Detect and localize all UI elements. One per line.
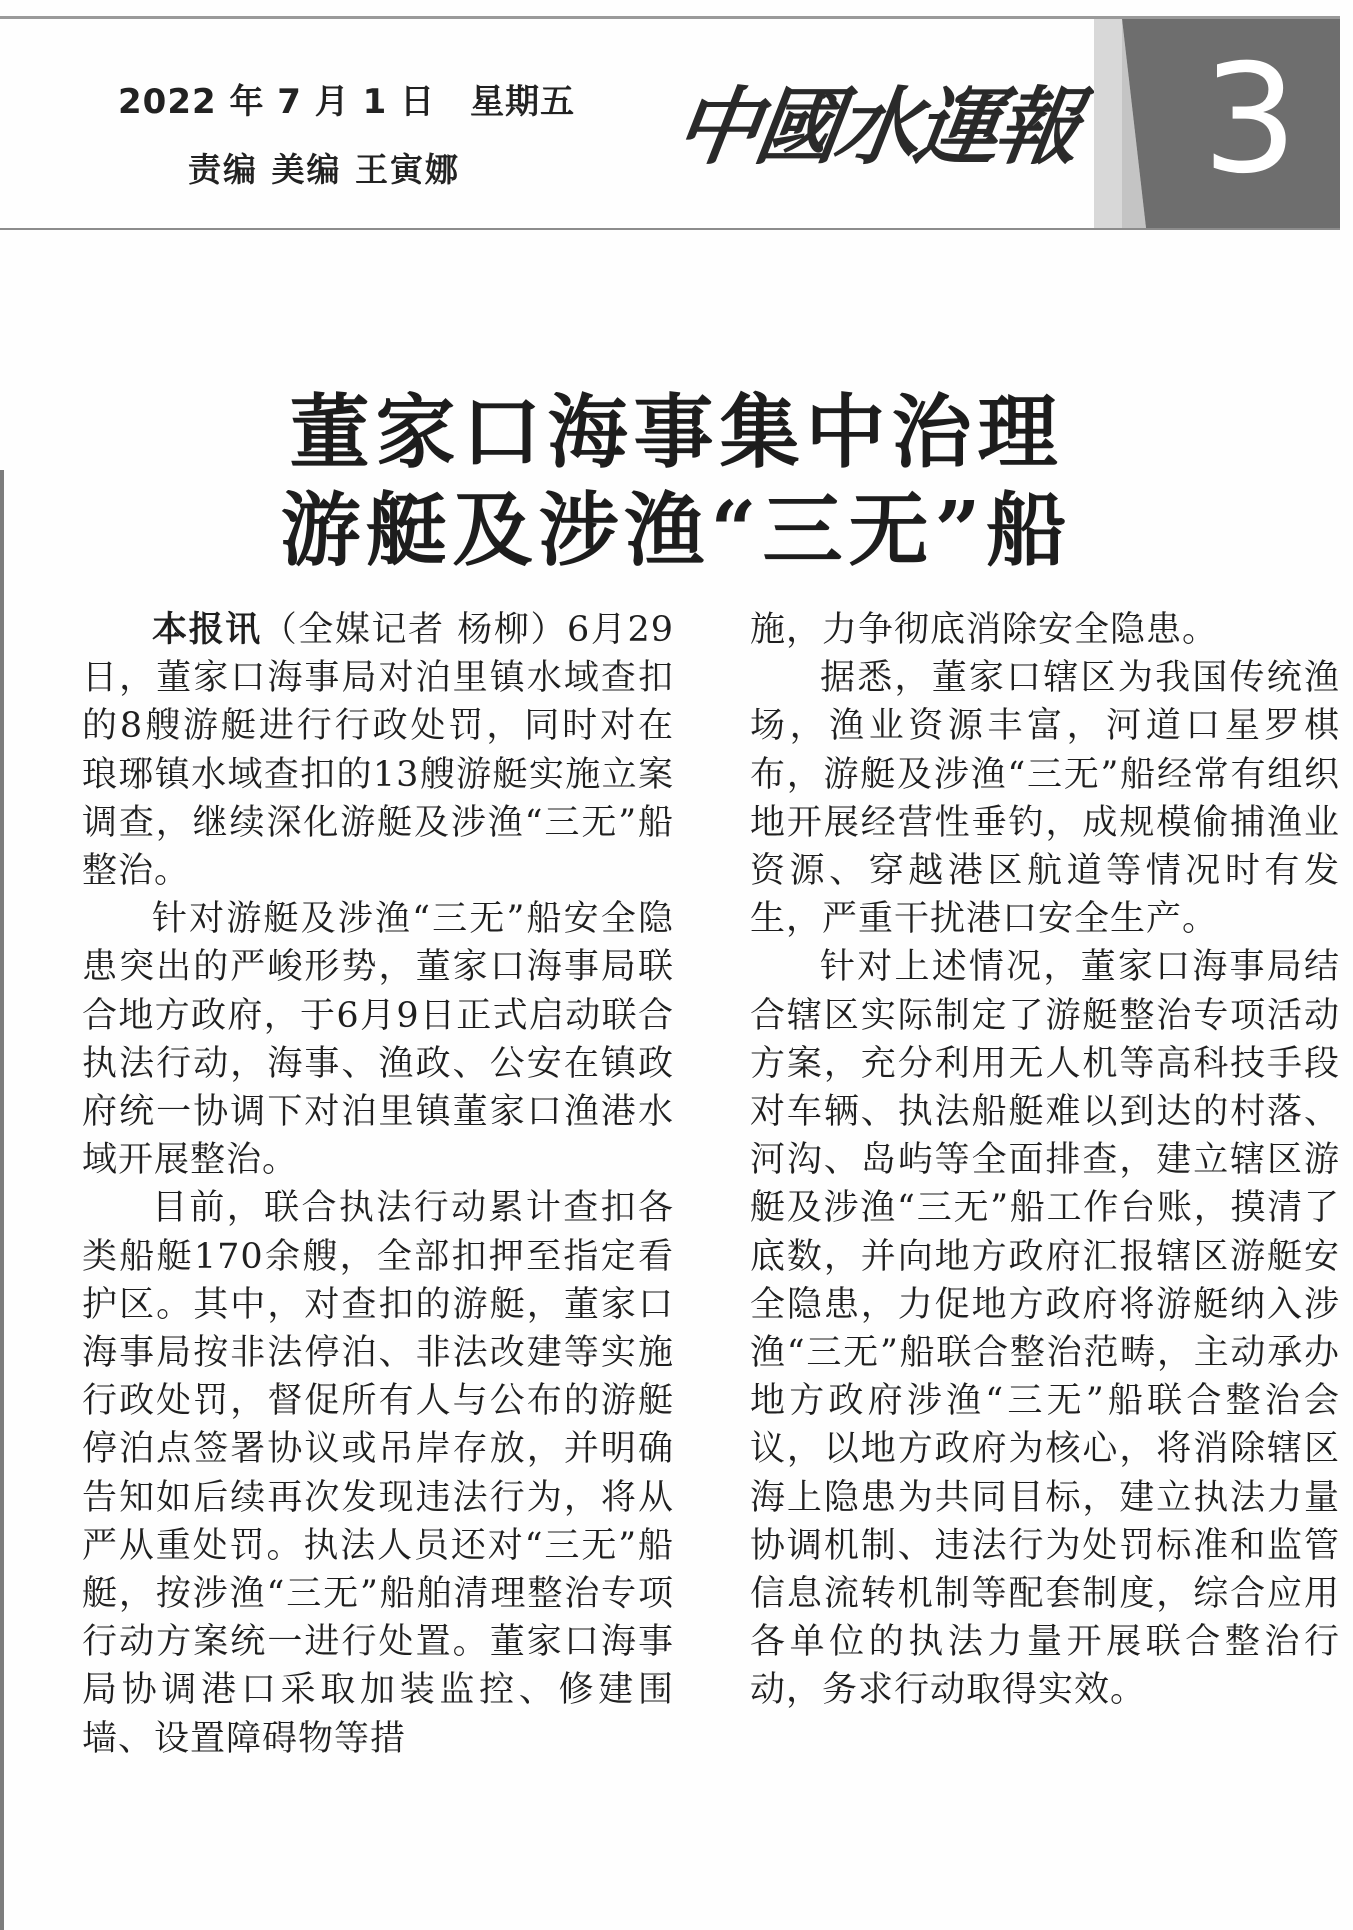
left-edge-rule [0, 470, 4, 1930]
byline: （全媒记者 杨柳） [261, 610, 568, 650]
page-number: 3 [1202, 33, 1298, 207]
headline-line-1: 董家口海事集中治理 [289, 385, 1064, 479]
article-paragraph [82, 606, 674, 895]
paragraph-text: 6月29日，董家口海事局对泊里镇水域查扣的8艘游艇进行行政处罚，同时对在琅琊镇水域查扣的13艘游艇实施立案调查，继续深化游艇及涉渔“三无”船整治。 [82, 610, 674, 892]
article-column-right [750, 606, 1340, 1715]
newspaper-masthead-logo: 中國水運報 [669, 77, 1084, 176]
article-paragraph: 针对游艇及涉渔“三无”船安全隐患突出的严峻形势，董家口海事局联合地方政府，于6月9日正式启动联合执法行动，海事、渔政、公安在镇政府统一协调下对泊里镇董家口渔港水域开展整治。 [82, 899, 674, 1181]
article-column-left [82, 606, 674, 1763]
issue-date: 2022 年 7 月 1 日 星期五 [118, 82, 576, 122]
headline-line-2: 游艇及涉渔“三无”船 [280, 483, 1073, 577]
article-paragraph: 目前，联合执法行动累计查扣各类船艇170余艘，全部扣押至指定看护区。其中，对查扣的游艇，董家口海事局按非法停泊、非法改建等实施行政处罚，督促所有人与公布的游艇停泊点签署协议或吊岸存放，并明确告知如后续再次发现违法行为，将从严从重处罚。执法人员还对“三无”船艇，按涉渔“三无”船舶清理整治专项行动方案统一进行处置。董家口海事局协调港口采取加装监控、修建围墙、设置障碍物等措 [82, 1188, 674, 1759]
article-paragraph: 针对上述情况，董家口海事局结合辖区实际制定了游艇整治专项活动方案，充分利用无人机等高科技手段对车辆、执法船艇难以到达的村落、河沟、岛屿等全面排查，建立辖区游艇及涉渔“三无”船工作台账，摸清了底数，并向地方政府汇报辖区游艇安全隐患，力促地方政府将游艇纳入涉渔“三无”船联合整治范畴，主动承办地方政府涉渔“三无”船联合整治会议，以地方政府为核心，将消除辖区海上隐患为共同目标，建立执法力量协调机制、违法行为处罚标准和监管信息流转机制等配套制度，综合应用各单位的执法力量开展联合整治行动，务求行动取得实效。 [750, 947, 1340, 1711]
header-bottom-rule [0, 228, 1340, 230]
article-paragraph: 据悉，董家口辖区为我国传统渔场，渔业资源丰富，河道口星罗棋布，游艇及涉渔“三无”船经常有组织地开展经营性垂钓，成规模偷捕渔业资源、穿越港区航道等情况时有发生，严重干扰港口安全生产。 [750, 658, 1340, 940]
dateline-lead: 本报讯 [152, 610, 262, 650]
editor-credit: 责编 美编 王寅娜 [188, 150, 460, 189]
article-paragraph-continued: 施，力争彻底消除安全隐患。 [750, 610, 1219, 650]
